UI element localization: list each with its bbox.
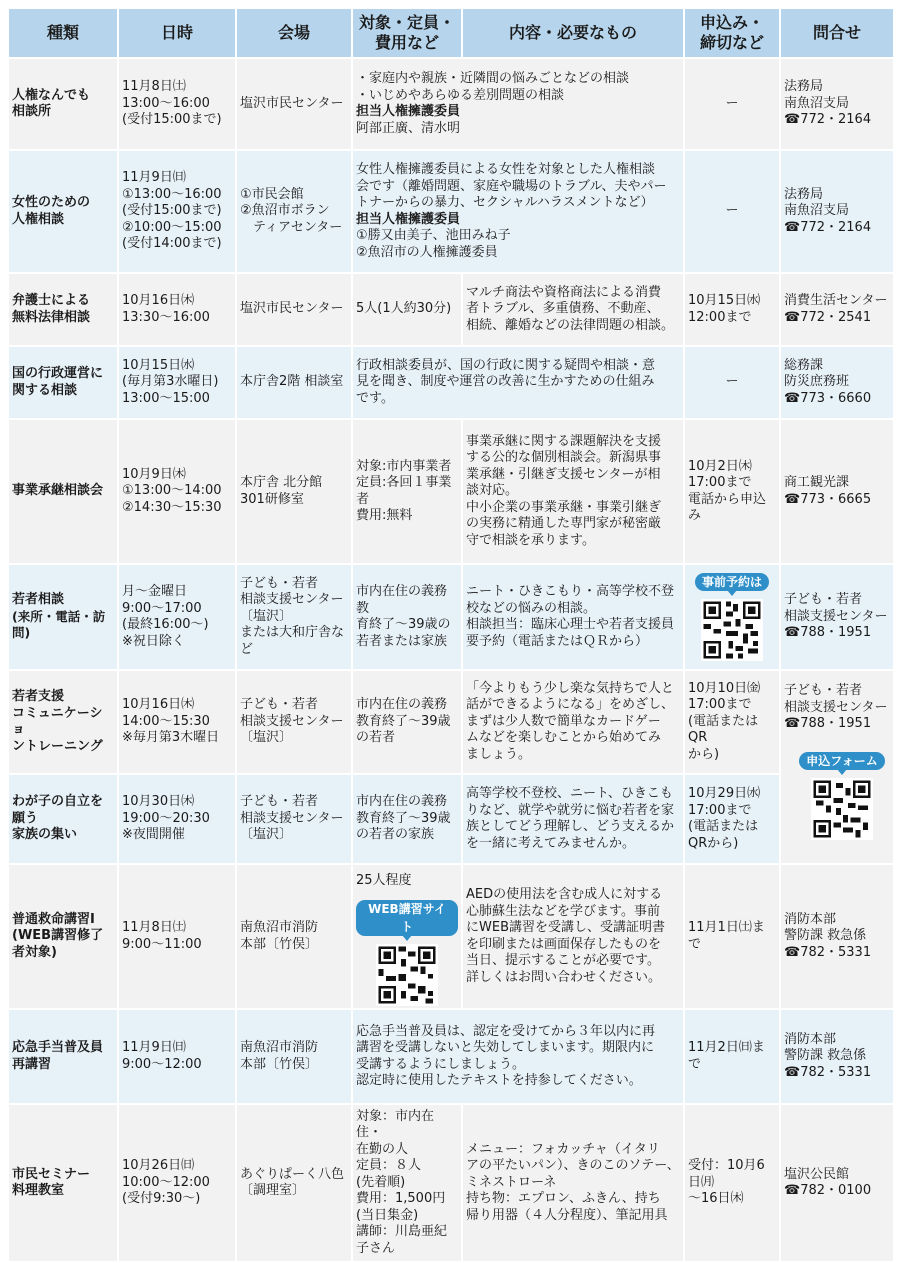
event-apply: 10月2日㈭ 17:00まで 電話から申込み [684, 419, 780, 564]
event-content: 事業承継に関する課題解決を支援 する公的な個別相談会。新潟県事 業承継・引継ぎ支援センターが相 談対応。 中小企業の事業承継・事業引継ぎ の実務に精通した専門家が秘密厳 守で相談を承ります。 [462, 419, 684, 564]
event-apply: 10月29日㈬ 17:00まで (電話または QRから) [684, 774, 780, 864]
event-apply: 11月1日㈯まで [684, 864, 780, 1009]
event-content: AEDの使用法を含む成人に対する 心肺蘇生法などを学びます。事前 にWEB講習を受講し、受講証明書 を印刷または画面保存したものを 当日、提示することが必要です。 詳しくはお問い合わせください。 [462, 864, 684, 1009]
event-type: わが子の自立を願う 家族の集い [8, 774, 118, 864]
table-row [8, 273, 894, 346]
event-content: ニート・ひきこもり・高等学校不登 校などの悩みの相談。 相談担当：臨床心理士や若者支援員 要予約（電話またはＱＲから） [462, 564, 684, 670]
event-target: 市内在住の義務 教育終了〜39歳 の若者 [352, 670, 462, 774]
header-datetime: 日時 [118, 8, 236, 58]
event-datetime: 11月9日㈰ ①13:00〜16:00 (受付15:00まで) ②10:00〜15:00 (受付14:00まで) [118, 150, 236, 273]
event-datetime: 10月15日㈬ (毎月第3水曜日) 13:00〜15:00 [118, 346, 236, 419]
event-type: 国の行政運営に 関する相談 [8, 346, 118, 419]
event-datetime: 11月8日㈯ 9:00〜11:00 [118, 864, 236, 1009]
event-type: 普通救命講習Ⅰ (WEB講習修了 者対象) [8, 864, 118, 1009]
event-contact: 法務局 南魚沼支局 ☎772・2164 [780, 58, 894, 150]
event-contact: 商工観光課 ☎773・6665 [780, 419, 894, 564]
header-apply: 申込み・ 締切など [684, 8, 780, 58]
event-apply: ー [684, 58, 780, 150]
table-row [8, 150, 894, 273]
header-venue: 会場 [236, 8, 352, 58]
qr-code-icon[interactable] [701, 599, 763, 661]
event-venue: 本庁舎2階 相談室 [236, 346, 352, 419]
event-datetime: 10月30日㈭ 19:00〜20:30 ※夜間開催 [118, 774, 236, 864]
event-datetime: 月〜金曜日 9:00〜17:00 (最終16:00〜) ※祝日除く [118, 564, 236, 670]
header-type: 種類 [8, 8, 118, 58]
event-type: 市民セミナー 料理教室 [8, 1104, 118, 1262]
event-apply [684, 564, 780, 670]
event-venue: 子ども・若者 相談支援センター 〔塩沢〕 または大和庁舎な ど [236, 564, 352, 670]
event-datetime: 10月26日㈰ 10:00〜12:00 (受付9:30〜) [118, 1104, 236, 1262]
header-content: 内容・必要なもの [462, 8, 684, 58]
event-target: 市内在住の義務教 育終了〜39歳の 若者または家族 [352, 564, 462, 670]
event-venue: 本庁舎 北分館 301研修室 [236, 419, 352, 564]
table-row [8, 419, 894, 564]
event-contact: 子ども・若者 相談支援センター ☎788・1951 [780, 670, 894, 864]
event-venue: あぐりぱーく八色 〔調理室〕 [236, 1104, 352, 1262]
event-datetime: 11月8日㈯ 13:00〜16:00 (受付15:00まで) [118, 58, 236, 150]
event-apply: 11月2日㈰まで [684, 1009, 780, 1104]
event-venue: ①市民会館 ②魚沼市ボラン ティアセンター [236, 150, 352, 273]
event-content: 女性人権擁護委員による女性を対象とした人権相談 会です（離婚問題、家庭や職場のトラブル、夫やパー トナーからの暴力、セクシャルハラスメントなど） 担当人権擁護委員 ①勝又由美子、池田みね子 ②魚沼市の人権擁護委員 [352, 150, 684, 273]
event-contact: 塩沢公民館 ☎782・0100 [780, 1104, 894, 1262]
event-contact: 総務課 防災庶務班 ☎773・6660 [780, 346, 894, 419]
event-venue: 子ども・若者 相談支援センター 〔塩沢〕 [236, 670, 352, 774]
event-content: ・家庭内や親族・近隣間の悩みごとなどの相談 ・いじめやあらゆる差別問題の相談 担当人権擁護委員 阿部正廣、清水明 [352, 58, 684, 150]
event-type: 事業承継相談会 [8, 419, 118, 564]
table-row [8, 1009, 894, 1104]
header-contact: 問合せ [780, 8, 894, 58]
event-contact: 消費生活センター ☎772・2541 [780, 273, 894, 346]
event-apply: ー [684, 346, 780, 419]
header-target: 対象・定員・ 費用など [352, 8, 462, 58]
event-venue: 子ども・若者 相談支援センター 〔塩沢〕 [236, 774, 352, 864]
table-row [8, 1104, 894, 1262]
qr-code-icon[interactable] [811, 778, 873, 840]
table-row [8, 864, 894, 1009]
event-target: 25人程度 WEB講習サイト [352, 864, 462, 1009]
event-target: 5人(1人約30分) [352, 273, 462, 346]
event-target: 対象：市内在住・ 在勤の人 定員：８人 (先着順) 費用：1,500円 (当日集金) 講師：川島亜紀 子さん [352, 1104, 462, 1262]
events-table [7, 7, 895, 1263]
event-content: 高等学校不登校、ニート、ひきこも りなど、就学や就労に悩む若者を家 族としてどう理解し、どう支えるか を一緒に考えてみませんか。 [462, 774, 684, 864]
event-datetime: 10月16日㈭ 14:00〜15:30 ※毎月第3木曜日 [118, 670, 236, 774]
event-type: 弁護士による 無料法律相談 [8, 273, 118, 346]
event-type: 女性のための 人権相談 [8, 150, 118, 273]
event-venue: 南魚沼市消防 本部〔竹俣〕 [236, 1009, 352, 1104]
application-form-qr [794, 750, 890, 840]
event-apply: ー [684, 150, 780, 273]
event-apply: 受付：10月6日㈪ 〜16日㈭ [684, 1104, 780, 1262]
table-row [8, 774, 894, 864]
event-contact: 子ども・若者 相談支援センター ☎788・1951 [780, 564, 894, 670]
qr-code-icon[interactable] [376, 944, 438, 1006]
table-header-row [8, 8, 894, 58]
event-venue: 南魚沼市消防 本部〔竹俣〕 [236, 864, 352, 1009]
table-row [8, 346, 894, 419]
event-type: 人権なんでも 相談所 [8, 58, 118, 150]
event-content: 行政相談委員が、国の行政に関する疑問や相談・意 見を聞き、制度や運営の改善に生かすための仕組み です。 [352, 346, 684, 419]
event-content: メニュー：フォカッチャ（イタリ アの平たいパン）、きのこのソテー、 ミネストローネ 持ち物：エプロン、ふきん、持ち 帰り用器（４人分程度）、筆記用具 [462, 1104, 684, 1262]
event-target: 対象:市内事業者 定員:各回１事業 者 費用:無料 [352, 419, 462, 564]
event-content: マルチ商法や資格商法による消費 者トラブル、多重債務、不動産、 相続、離婚などの法律問題の相談。 [462, 273, 684, 346]
event-apply: 10月10日㈮ 17:00まで (電話またはQR から) [684, 670, 780, 774]
event-datetime: 10月16日㈭ 13:30〜16:00 [118, 273, 236, 346]
event-apply: 10月15日㈬ 12:00まで [684, 273, 780, 346]
event-contact: 消防本部 警防課 救急係 ☎782・5331 [780, 864, 894, 1009]
event-datetime: 10月9日㈭ ①13:00〜14:00 ②14:30〜15:30 [118, 419, 236, 564]
web-course-badge: WEB講習サイト [356, 900, 458, 936]
event-type: 若者支援 コミュニケーショ ントレーニング [8, 670, 118, 774]
event-content: 応急手当普及員は、認定を受けてから３年以内に再 講習を受講しないと失効してしまいます。期限内に 受講するようにしましょう。 認定時に使用したテキストを持参してください。 [352, 1009, 684, 1104]
table-row [8, 564, 894, 670]
event-target: 市内在住の義務 教育終了〜39歳 の若者の家族 [352, 774, 462, 864]
event-contact: 消防本部 警防課 救急係 ☎782・5331 [780, 1009, 894, 1104]
table-row [8, 670, 894, 774]
table-row [8, 58, 894, 150]
event-venue: 塩沢市民センター [236, 58, 352, 150]
event-venue: 塩沢市民センター [236, 273, 352, 346]
event-datetime: 11月9日㈰ 9:00〜12:00 [118, 1009, 236, 1104]
event-type: 応急手当普及員 再講習 [8, 1009, 118, 1104]
event-type: 若者相談 (来所・電話・訪問) [8, 564, 118, 670]
event-content: 「今よりもう少し楽な気持ちで人と 話ができるようになる」をめざし、 まずは少人数で簡単なカードゲー ムなどを楽しむことから始めてみ ましょう。 [462, 670, 684, 774]
reservation-badge: 事前予約は [695, 573, 769, 591]
event-contact: 法務局 南魚沼支局 ☎772・2164 [780, 150, 894, 273]
application-form-badge: 申込フォーム [799, 752, 884, 770]
